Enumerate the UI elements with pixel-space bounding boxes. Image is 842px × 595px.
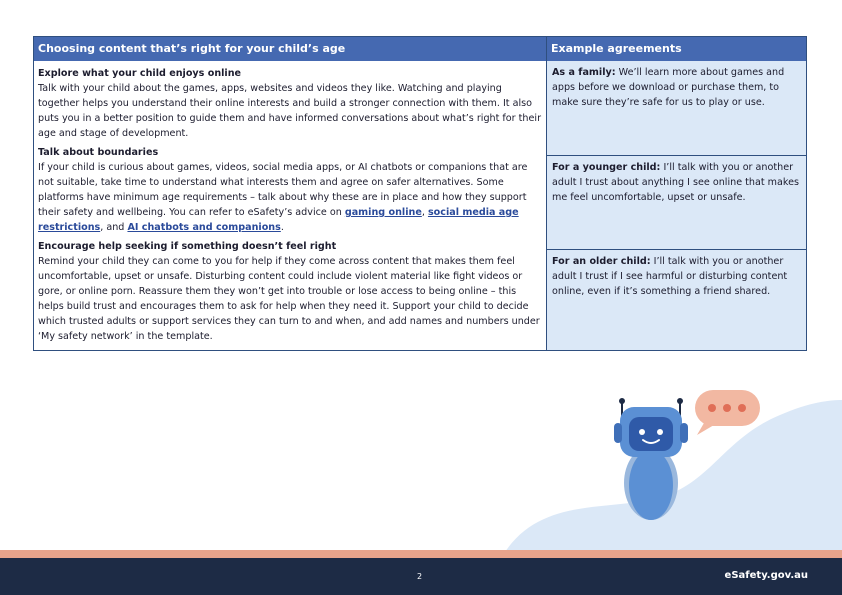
section-title: Talk about boundaries bbox=[38, 147, 159, 158]
sentence-end: . bbox=[280, 222, 284, 233]
section-boundaries bbox=[38, 145, 542, 235]
section-explore bbox=[38, 66, 542, 141]
separator: , bbox=[421, 207, 428, 218]
guidance-column bbox=[34, 61, 546, 350]
page-footer bbox=[0, 558, 842, 595]
agreement-younger-child bbox=[547, 156, 806, 249]
separator: , and bbox=[100, 222, 128, 233]
section-body: Remind your child they can come to you for help if they come across content that makes them feel uncomfortable, upset or unsafe. Disturbing content could include violent material like fight videos or gore, or online porn. Reassure them they won’t get into trouble or lose access to being online – this helps build trust and encourages them to ask for help when they need it. Support your child to decide which trusted adults or support services they can turn to and when, and add names and numbers under ‘My safety network’ in the template. bbox=[38, 256, 540, 342]
footer-stripe bbox=[0, 550, 842, 558]
agreement-text: We’ll learn more about games and apps before we download or purchase them, to make sure they’re safe for us to play or use. bbox=[552, 67, 785, 108]
link-ai-chatbots[interactable]: AI chatbots and companions bbox=[127, 222, 281, 233]
agreement-text: I’ll talk with you or another adult I trust if I see harmful or disturbing content online, even if it’s something a friend shared. bbox=[552, 256, 788, 297]
table-header-right: Example agreements bbox=[547, 37, 806, 61]
link-gaming-online[interactable]: gaming online bbox=[344, 207, 422, 218]
agreement-family bbox=[547, 61, 806, 155]
section-body bbox=[38, 162, 527, 233]
robot-icon bbox=[600, 385, 765, 525]
section-title: Encourage help seeking if something doesn’t feel right bbox=[38, 241, 337, 252]
table-header-left: Choosing content that’s right for your child’s age bbox=[34, 37, 546, 61]
section-title: Explore what your child enjoys online bbox=[38, 68, 242, 79]
content-table bbox=[33, 36, 807, 351]
agreement-label: For a younger child: bbox=[552, 162, 661, 173]
speech-bubble-icon bbox=[695, 390, 760, 435]
agreement-older-child bbox=[547, 250, 806, 350]
agreement-text: I’ll talk with you or another adult I trust about anything I see online that makes me feel uncomfortable, upset or unsafe. bbox=[552, 162, 800, 203]
page-number: 2 bbox=[417, 572, 423, 581]
section-body: Talk with your child about the games, apps, websites and videos they like. Watching and playing together helps you understand their online interests and build a stronger connection with them. It also puts you in a better position to guide them and have informed conversations about what’s right for their age and stage of development. bbox=[38, 83, 542, 139]
section-help-seeking bbox=[38, 239, 542, 344]
link-social-media-age-restrictions[interactable]: social media age restrictions bbox=[38, 207, 519, 233]
agreement-label: For an older child: bbox=[552, 256, 651, 267]
site-link[interactable]: eSafety.gov.au bbox=[724, 570, 808, 581]
section-body-text: If your child is curious about games, videos, social media apps, or AI chatbots or companions that are not suitable, take time to understand what interests them and agree on safer alternatives. Some platforms have minimum age requirements – talk about why these are in place and how they support their safety and wellbeing. You can refer to eSafety’s advice on bbox=[38, 162, 528, 218]
agreement-label: As a family: bbox=[552, 67, 616, 78]
